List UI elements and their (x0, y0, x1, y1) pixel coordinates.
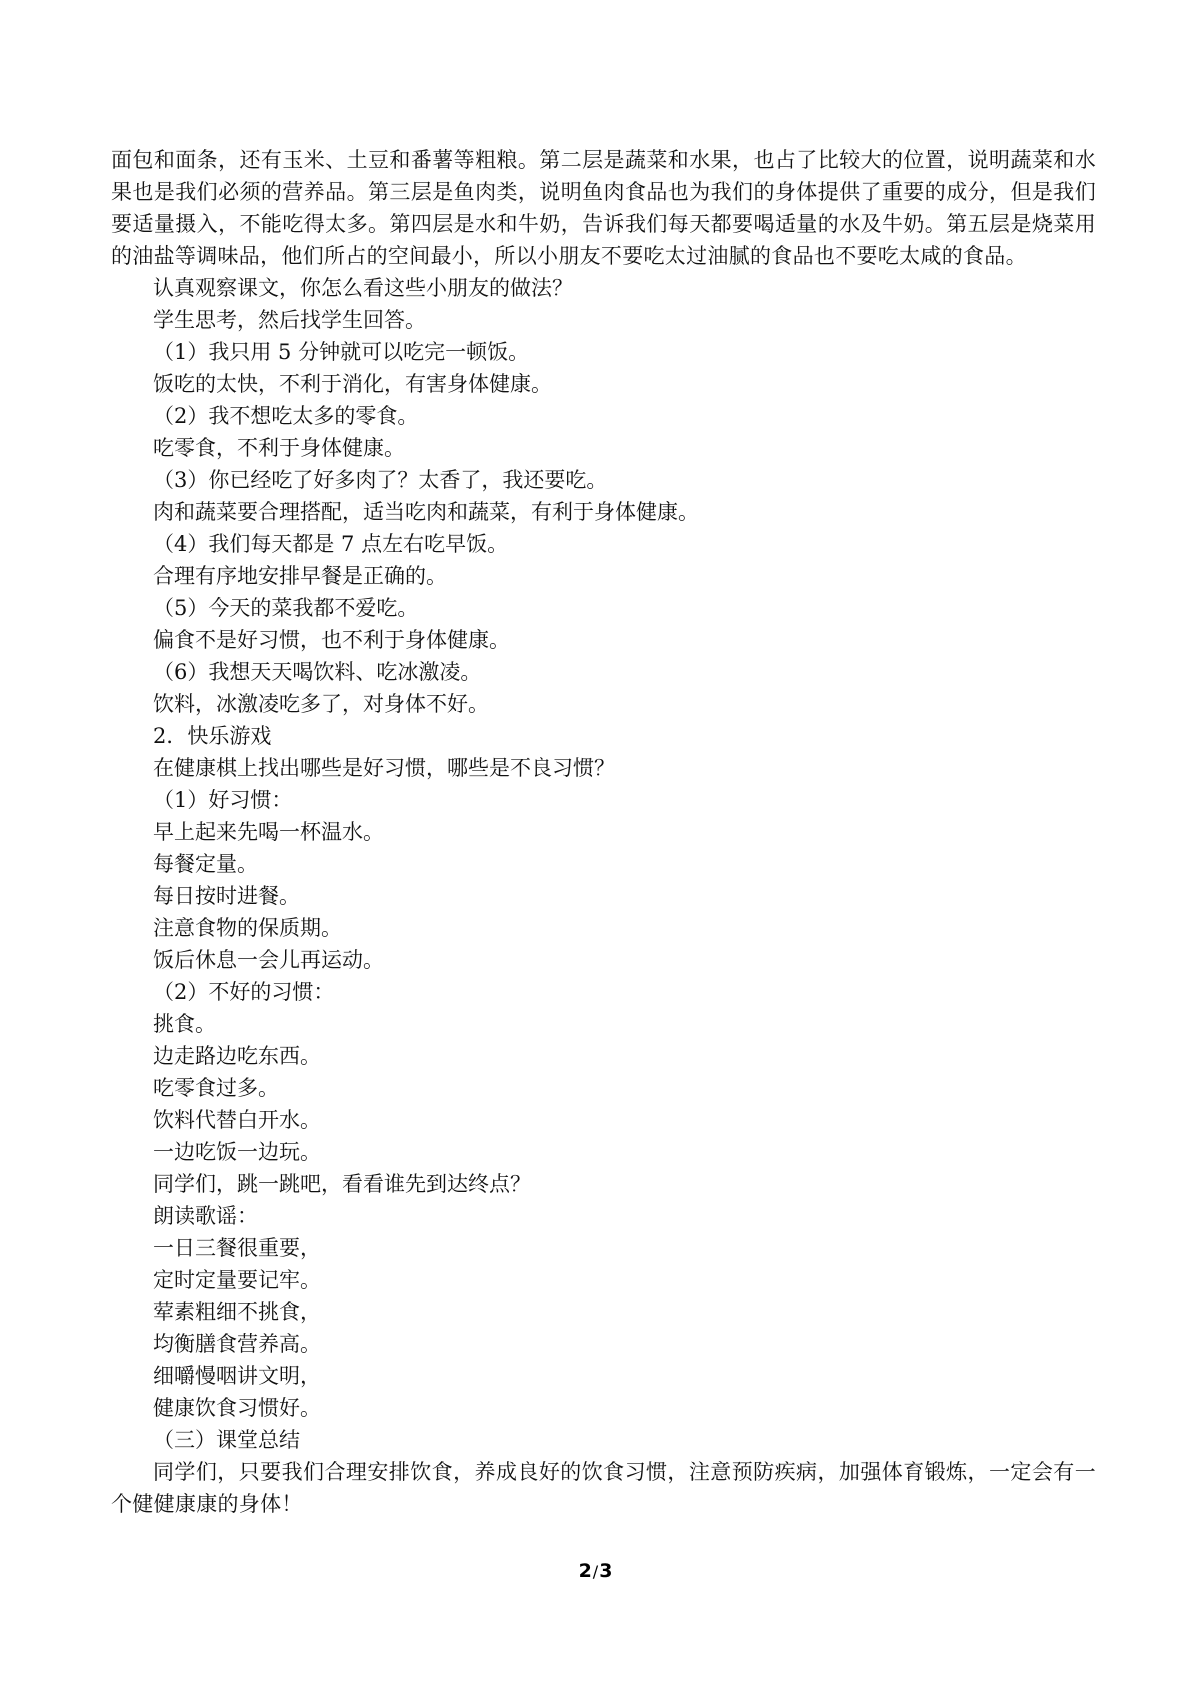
text-line: （3）你已经吃了好多肉了？太香了，我还要吃。 (153, 468, 608, 492)
text-line: 饮料，冰激凌吃多了，对身体不好。 (153, 692, 489, 716)
text-line: （6）我想天天喝饮料、吃冰激凌。 (153, 660, 482, 684)
poem-line: 细嚼慢咽讲文明， (153, 1364, 321, 1388)
total-pages-number: 3 (599, 1560, 613, 1582)
section-heading: 2．快乐游戏 (153, 724, 272, 748)
poem-line: 均衡膳食营养高。 (153, 1332, 321, 1356)
text-line: 学生思考，然后找学生回答。 (153, 308, 426, 332)
text-line: 肉和蔬菜要合理搭配，适当吃肉和蔬菜，有利于身体健康。 (153, 500, 699, 524)
text-line: 饭吃的太快，不利于消化，有害身体健康。 (153, 372, 552, 396)
text-line: 一边吃饭一边玩。 (153, 1140, 321, 1164)
text-line: 每餐定量。 (153, 852, 258, 876)
opening-paragraph: 面包和面条，还有玉米、土豆和番薯等粗粮。第二层是蔬菜和水果，也占了比较大的位置，说明蔬菜和水果也是我们必须的营养品。第三层是鱼肉类，说明鱼肉食品也为我们的身体提供了重要的成分，但是我们要适量摄入，不能吃得太多。第四层是水和牛奶，告诉我们每天都要喝适量的水及牛奶。第五层是烧菜用的油盐等调味品，他们所占的空间最小，所以小朋友不要吃太过油腻的食品也不要吃太咸的食品。 (111, 148, 1096, 268)
text-line: 边走路边吃东西。 (153, 1044, 321, 1068)
text-line: 朗读歌谣： (153, 1204, 258, 1228)
poem-line: 健康饮食习惯好。 (153, 1396, 321, 1420)
text-line: 同学们，跳一跳吧，看看谁先到达终点？ (153, 1172, 531, 1196)
page-number (0, 1560, 1191, 1582)
page-separator: / (592, 1562, 599, 1581)
section-heading: （三）课堂总结 (153, 1428, 300, 1452)
text-line: （4）我们每天都是 7 点左右吃早饭。 (153, 532, 509, 556)
text-line: 挑食。 (153, 1012, 216, 1036)
text-line: （2）不好的习惯： (153, 980, 335, 1004)
closing-paragraph: 同学们，只要我们合理安排饮食，养成良好的饮食习惯，注意预防疾病，加强体育锻炼，一定会有一个健健康康的身体！ (111, 1460, 1096, 1516)
text-line: 偏食不是好习惯，也不利于身体健康。 (153, 628, 510, 652)
text-line: 在健康棋上找出哪些是好习惯，哪些是不良习惯？ (153, 756, 615, 780)
document-body (111, 144, 1096, 1520)
body-lines (111, 272, 1096, 1456)
text-line: 早上起来先喝一杯温水。 (153, 820, 384, 844)
poem-line: 一日三餐很重要， (153, 1236, 321, 1260)
text-line: 认真观察课文，你怎么看这些小朋友的做法？ (153, 276, 573, 300)
poem-line: 荤素粗细不挑食， (153, 1300, 321, 1324)
text-line: 吃零食，不利于身体健康。 (153, 436, 405, 460)
text-line: 饮料代替白开水。 (153, 1108, 321, 1132)
text-line: 每日按时进餐。 (153, 884, 300, 908)
text-line: （2）我不想吃太多的零食。 (153, 404, 419, 428)
current-page-number: 2 (578, 1560, 592, 1582)
text-line: 注意食物的保质期。 (153, 916, 342, 940)
poem-line: 定时定量要记牢。 (153, 1268, 321, 1292)
text-line: （1）好习惯： (153, 788, 293, 812)
text-line: （1）我只用 5 分钟就可以吃完一顿饭。 (153, 340, 530, 364)
text-line: 饭后休息一会儿再运动。 (153, 948, 384, 972)
text-line: （5）今天的菜我都不爱吃。 (153, 596, 419, 620)
text-line: 吃零食过多。 (153, 1076, 279, 1100)
text-line: 合理有序地安排早餐是正确的。 (153, 564, 447, 588)
